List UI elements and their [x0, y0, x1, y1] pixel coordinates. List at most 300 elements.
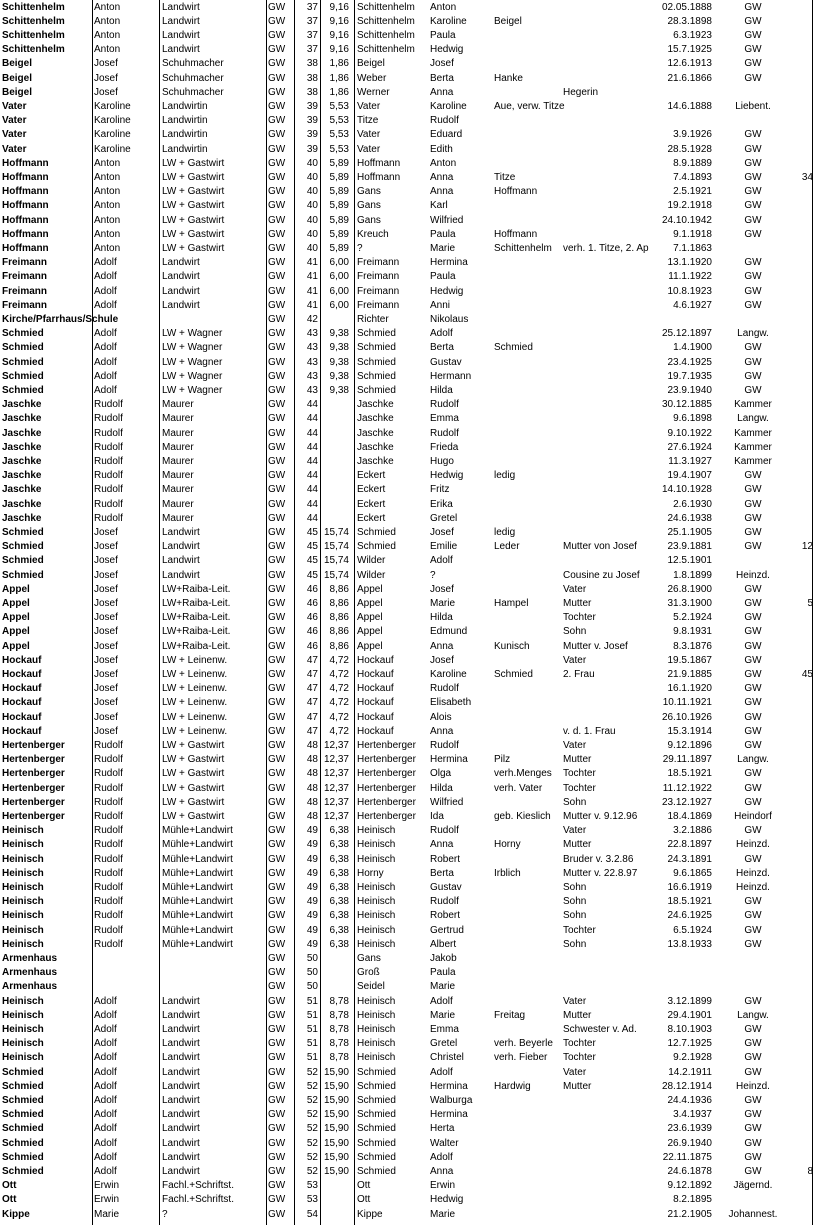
person-first-name: Adolf	[430, 328, 453, 340]
extra-note	[788, 313, 813, 327]
table-row	[0, 341, 815, 355]
person-first-name: Paula	[430, 271, 456, 283]
area-value: 6,38	[329, 938, 349, 950]
occupation: Landwirt	[162, 1052, 200, 1064]
extra-note	[788, 214, 813, 228]
relation-note: Mutter	[563, 754, 592, 766]
person-last-name: Heinisch	[357, 825, 396, 837]
house-number: 45	[306, 526, 318, 538]
birth-date: 15.3.1914	[667, 725, 712, 737]
person-last-name: Schmied	[357, 1080, 396, 1092]
person-last-name: Weber	[357, 72, 387, 84]
occupation: Mühle+Landwirt	[162, 881, 233, 893]
occupation: Landwirt	[162, 555, 200, 567]
occupation: Schuhmacher	[162, 72, 224, 84]
birth-place: GW	[744, 498, 762, 510]
area-value	[319, 412, 349, 426]
owner-last-name: Heinisch	[2, 839, 44, 851]
occupation: Landwirt	[162, 1094, 200, 1106]
table-row	[0, 427, 815, 441]
owner-last-name: Schmied	[2, 1137, 44, 1149]
person-last-name: Hertenberger	[357, 796, 416, 808]
house-number: 40	[306, 186, 318, 198]
owner-first-name: Marie	[94, 1208, 120, 1220]
occupation: LW + Gastwirt	[162, 186, 225, 198]
house-number: 52	[306, 1123, 318, 1135]
birth-place	[718, 554, 788, 568]
house-number: 39	[306, 143, 318, 155]
extra-note	[788, 498, 813, 512]
area-value: 1,86	[329, 86, 349, 98]
extra-note	[788, 86, 813, 100]
district: GW	[268, 15, 286, 27]
house-number: 50	[306, 967, 318, 979]
owner-first-name: Josef	[94, 640, 118, 652]
district: GW	[268, 299, 286, 311]
district: GW	[268, 470, 286, 482]
person-last-name: Freimann	[357, 257, 400, 269]
birth-date: 21.6.1866	[667, 72, 712, 84]
owner-first-name: Josef	[94, 86, 118, 98]
owner-last-name: Vater	[2, 100, 27, 112]
district: GW	[268, 640, 286, 652]
occupation: Landwirt	[162, 995, 200, 1007]
person-first-name: Robert	[430, 853, 461, 865]
area-value: 12,37	[323, 782, 349, 794]
birth-date: 18.5.1921	[667, 896, 712, 908]
person-first-name: Hermina	[430, 1109, 468, 1121]
occupation: LW + Gastwirt	[162, 754, 225, 766]
owner-first-name: Anton	[94, 15, 121, 27]
owner-first-name: Adolf	[94, 370, 117, 382]
table-row	[0, 256, 815, 270]
table-row	[0, 881, 815, 895]
house-number: 49	[306, 896, 318, 908]
birth-place: GW	[744, 186, 762, 198]
occupation: LW + Gastwirt	[162, 782, 225, 794]
birth-date: 19.4.1907	[667, 470, 712, 482]
person-first-name: Emma	[430, 413, 459, 425]
owner-first-name: Rudolf	[94, 938, 123, 950]
extra-note	[788, 427, 813, 441]
district: GW	[268, 129, 286, 141]
extra-note	[788, 569, 813, 583]
area-value: 8,78	[329, 1023, 349, 1035]
area-value: 9,38	[329, 328, 349, 340]
district: GW	[268, 1208, 286, 1220]
birth-name: Schmied	[494, 342, 533, 354]
occupation: Schuhmacher	[162, 86, 224, 98]
district: GW	[268, 356, 286, 368]
person-last-name: Heinisch	[357, 839, 396, 851]
extra-note	[788, 483, 813, 497]
relation-note: Mutter	[563, 597, 592, 609]
extra-note	[788, 640, 813, 654]
birth-place: GW	[744, 214, 762, 226]
owner-first-name: Josef	[94, 654, 118, 666]
house-number: 49	[306, 924, 318, 936]
owner-first-name: Adolf	[94, 285, 117, 297]
person-first-name: Anni	[430, 299, 451, 311]
person-first-name: Anna	[430, 186, 454, 198]
extra-note	[788, 824, 813, 838]
house-number: 45	[306, 541, 318, 553]
birth-place: GW	[744, 1023, 762, 1035]
house-number: 50	[306, 952, 318, 964]
area-value: 9,16	[329, 29, 349, 41]
relation-note: Mutter v. 9.12.96	[563, 810, 638, 822]
person-first-name: Josef	[430, 526, 454, 538]
birth-place: GW	[744, 825, 762, 837]
relation-note: Mutter v. 22.8.97	[563, 867, 638, 879]
owner-last-name: Jaschke	[2, 484, 42, 496]
relation-note: Tochter	[563, 1038, 596, 1050]
area-value: 6,38	[329, 867, 349, 879]
house-number: 49	[306, 910, 318, 922]
house-number: 52	[306, 1094, 318, 1106]
birth-date: 1.4.1900	[673, 342, 712, 354]
person-last-name: Eckert	[357, 498, 386, 510]
area-value: 8,86	[329, 597, 349, 609]
person-first-name: Alois	[430, 711, 452, 723]
owner-first-name: Josef	[94, 697, 118, 709]
owner-last-name: Schmied	[2, 1080, 44, 1092]
extra-note	[788, 57, 813, 71]
birth-date: 19.7.1935	[667, 370, 712, 382]
owner-last-name: Schittenhelm	[2, 15, 65, 27]
area-value: 9,16	[329, 44, 349, 56]
area-value: 12,37	[323, 768, 349, 780]
person-last-name: Hockauf	[357, 683, 394, 695]
person-last-name: Kreuch	[357, 228, 389, 240]
birth-place: GW	[744, 711, 762, 723]
occupation: Mühle+Landwirt	[162, 924, 233, 936]
birth-name: verh.Menges	[494, 768, 552, 780]
relation-note: Mutter	[563, 1080, 592, 1092]
house-number: 52	[306, 1080, 318, 1092]
table-row	[0, 242, 815, 256]
owner-last-name: Schmied	[2, 328, 44, 340]
person-last-name: Hertenberger	[357, 739, 416, 751]
owner-last-name: Hoffmann	[2, 200, 49, 212]
person-first-name: Fritz	[430, 484, 450, 496]
house-number: 41	[306, 257, 318, 269]
house-number: 53	[306, 1194, 318, 1206]
table-row	[0, 995, 815, 1009]
person-last-name: Hoffmann	[357, 171, 401, 183]
owner-last-name: Schmied	[2, 1151, 44, 1163]
birth-place: Kammer	[734, 427, 772, 439]
house-number: 40	[306, 228, 318, 240]
person-first-name: Nikolaus	[430, 313, 469, 325]
table-row	[0, 214, 815, 228]
owner-last-name: Hoffmann	[2, 171, 49, 183]
area-value: 4,72	[329, 683, 349, 695]
table-row	[0, 327, 815, 341]
table-row	[0, 512, 815, 526]
area-value: 8,86	[329, 626, 349, 638]
area-value: 5,89	[329, 228, 349, 240]
extra-note	[788, 810, 813, 824]
owner-first-name: Anton	[94, 44, 121, 56]
person-last-name: Schittenhelm	[357, 1, 415, 13]
occupation: LW + Wagner	[162, 356, 223, 368]
extra-note	[788, 455, 813, 469]
table-row	[0, 711, 815, 725]
owner-last-name: Schmied	[2, 1094, 44, 1106]
house-number: 38	[306, 86, 318, 98]
person-first-name: Anton	[430, 157, 457, 169]
person-first-name: Josef	[430, 58, 454, 70]
house-number: 49	[306, 853, 318, 865]
house-number: 46	[306, 612, 318, 624]
owner-first-name: Josef	[94, 583, 118, 595]
birth-name: Titze	[494, 171, 516, 183]
birth-place: GW	[744, 583, 762, 595]
owner-first-name: Anton	[94, 214, 121, 226]
house-number: 47	[306, 711, 318, 723]
person-first-name: Edith	[430, 143, 453, 155]
birth-place: Liebent.	[735, 100, 771, 112]
extra-note	[788, 611, 813, 625]
district: GW	[268, 257, 286, 269]
house-number: 44	[306, 427, 318, 439]
occupation: ?	[162, 1208, 168, 1220]
district: GW	[268, 384, 286, 396]
table-row	[0, 1080, 815, 1094]
birth-place: GW	[744, 1066, 762, 1078]
person-last-name: Hoffmann	[357, 157, 401, 169]
person-last-name: Vater	[357, 100, 381, 112]
birth-place: Langw.	[737, 413, 769, 425]
person-first-name: Wilfried	[430, 214, 464, 226]
person-first-name: Olga	[430, 768, 452, 780]
district: GW	[268, 853, 286, 865]
owner-first-name: Josef	[94, 612, 118, 624]
extra-note	[788, 1208, 813, 1222]
relation-note: v. d. 1. Frau	[563, 725, 616, 737]
owner-last-name: Hockauf	[2, 668, 42, 680]
person-last-name: Heinisch	[357, 924, 396, 936]
person-first-name: Hilda	[430, 384, 453, 396]
birth-date: 6.5.1924	[673, 924, 712, 936]
owner-first-name: Anton	[94, 242, 121, 254]
birth-name: Freitag	[494, 1009, 526, 1021]
extra-note	[788, 285, 813, 299]
birth-place: GW	[744, 512, 762, 524]
birth-date: 7.1.1863	[673, 242, 712, 254]
extra-note	[788, 29, 813, 43]
extra-note	[788, 412, 813, 426]
owner-last-name: Schmied	[2, 569, 44, 581]
extra-note	[788, 838, 813, 852]
house-number: 45	[306, 555, 318, 567]
occupation: Landwirt	[162, 1066, 200, 1078]
extra-note	[788, 980, 813, 994]
person-last-name: ?	[357, 242, 363, 254]
owner-last-name: Ott	[2, 1180, 17, 1192]
owner-last-name: Schittenhelm	[2, 29, 65, 41]
extra-note	[788, 1051, 813, 1065]
birth-date: 19.5.1867	[667, 654, 712, 666]
person-last-name: Heinisch	[357, 896, 396, 908]
district: GW	[268, 1151, 286, 1163]
birth-date: 10.11.1921	[662, 697, 712, 709]
person-first-name: Eduard	[430, 129, 463, 141]
house-number: 37	[306, 44, 318, 56]
district: GW	[268, 200, 286, 212]
birth-date: 28.12.1914	[661, 1080, 712, 1092]
person-last-name: Schmied	[357, 370, 396, 382]
table-row	[0, 1165, 815, 1179]
birth-place: GW	[744, 299, 762, 311]
person-last-name: Eckert	[357, 470, 386, 482]
birth-date: 26.8.1900	[667, 583, 712, 595]
birth-place: GW	[744, 171, 762, 183]
house-number: 46	[306, 626, 318, 638]
birth-date: 24.6.1938	[667, 512, 712, 524]
birth-date: 6.3.1923	[673, 29, 712, 41]
birth-place: GW	[744, 15, 762, 27]
person-last-name: Heinisch	[357, 881, 396, 893]
area-value: 12,37	[323, 810, 349, 822]
occupation: LW + Leinenw.	[162, 725, 228, 737]
table-row	[0, 483, 815, 497]
person-last-name: Hockauf	[357, 697, 394, 709]
person-last-name: Horny	[357, 867, 384, 879]
district: GW	[268, 370, 286, 382]
birth-date: 24.3.1891	[667, 853, 712, 865]
extra-note	[788, 1, 813, 15]
extra-note	[788, 256, 813, 270]
person-last-name: Titze	[357, 115, 379, 127]
person-last-name: Schmied	[357, 328, 396, 340]
person-first-name: Josef	[430, 583, 454, 595]
owner-last-name: Hockauf	[2, 697, 42, 709]
occupation: Mühle+Landwirt	[162, 825, 233, 837]
area-value: 5,53	[329, 115, 349, 127]
owner-first-name: Josef	[94, 526, 118, 538]
occupation: LW + Leinenw.	[162, 668, 228, 680]
area-value	[319, 441, 349, 455]
birth-date	[640, 313, 712, 327]
relation-note: Vater	[563, 1066, 587, 1078]
house-number: 46	[306, 640, 318, 652]
table-row	[0, 938, 815, 952]
person-first-name: Erika	[430, 498, 453, 510]
district: GW	[268, 186, 286, 198]
table-row	[0, 526, 815, 540]
occupation: Landwirtin	[162, 100, 208, 112]
person-first-name: Gertrud	[430, 924, 464, 936]
extra-note	[788, 952, 813, 966]
birth-place	[718, 114, 788, 128]
birth-date: 22.11.1875	[662, 1151, 712, 1163]
area-value	[319, 455, 349, 469]
house-number: 38	[306, 58, 318, 70]
birth-place: Jägernd.	[733, 1180, 773, 1192]
person-first-name: Karl	[430, 200, 448, 212]
district: GW	[268, 739, 286, 751]
occupation: LW + Gastwirt	[162, 242, 225, 254]
owner-last-name: Vater	[2, 143, 27, 155]
person-first-name: Hermann	[430, 370, 472, 382]
person-last-name: Hockauf	[357, 725, 394, 737]
birth-place: GW	[744, 683, 762, 695]
table-row	[0, 15, 815, 29]
person-first-name: Gustav	[430, 881, 462, 893]
person-first-name: Rudolf	[430, 683, 459, 695]
occupation: Landwirt	[162, 1009, 200, 1021]
person-last-name: Gans	[357, 186, 381, 198]
person-first-name: Adolf	[430, 1151, 453, 1163]
relation-note: Tochter	[563, 612, 596, 624]
table-row	[0, 469, 815, 483]
table-row	[0, 171, 815, 185]
person-last-name: Ott	[357, 1180, 371, 1192]
occupation: Landwirt	[162, 1165, 200, 1177]
birth-date: 23.9.1881	[667, 541, 712, 553]
birth-place: GW	[744, 72, 762, 84]
area-value: 12,37	[323, 754, 349, 766]
extra-note: 8	[807, 1165, 813, 1177]
house-number: 51	[306, 1038, 318, 1050]
person-last-name: Seidel	[357, 981, 385, 993]
area-value: 5,89	[329, 242, 349, 254]
person-first-name: Hilda	[430, 782, 453, 794]
person-last-name: Schmied	[357, 1109, 396, 1121]
extra-note	[788, 782, 813, 796]
birth-date: 15.7.1925	[667, 44, 712, 56]
relation-note: Mutter v. Josef	[563, 640, 628, 652]
birth-place: GW	[744, 58, 762, 70]
extra-note	[788, 654, 813, 668]
owner-last-name: Schittenhelm	[2, 44, 65, 56]
occupation: Landwirt	[162, 1109, 200, 1121]
owner-last-name: Kirche/Pfarrhaus/Schule	[2, 313, 119, 325]
relation-note: Tochter	[563, 924, 596, 936]
person-last-name: Werner	[357, 86, 390, 98]
area-value: 4,72	[329, 697, 349, 709]
person-last-name: Schittenhelm	[357, 44, 415, 56]
table-row	[0, 1094, 815, 1108]
birth-date: 9.12.1896	[667, 739, 712, 751]
district: GW	[268, 981, 286, 993]
occupation: Landwirt	[162, 526, 200, 538]
extra-note	[788, 15, 813, 29]
birth-date: 23.12.1927	[661, 796, 712, 808]
owner-first-name: Josef	[94, 569, 118, 581]
person-first-name: Hermina	[430, 257, 468, 269]
house-number: 43	[306, 370, 318, 382]
area-value: 8,78	[329, 1052, 349, 1064]
house-number: 44	[306, 455, 318, 467]
district: GW	[268, 612, 286, 624]
occupation: LW + Leinenw.	[162, 711, 228, 723]
owner-last-name: Armenhaus	[2, 952, 58, 964]
owner-last-name: Appel	[2, 612, 30, 624]
district: GW	[268, 115, 286, 127]
owner-last-name: Heinisch	[2, 1009, 44, 1021]
owner-last-name: Hertenberger	[2, 739, 65, 751]
birth-place: GW	[744, 470, 762, 482]
birth-place: GW	[744, 1038, 762, 1050]
house-number: 48	[306, 782, 318, 794]
owner-last-name: Heinisch	[2, 867, 44, 879]
owner-last-name: Freimann	[2, 299, 48, 311]
house-number: 51	[306, 1052, 318, 1064]
birth-place	[718, 966, 788, 980]
